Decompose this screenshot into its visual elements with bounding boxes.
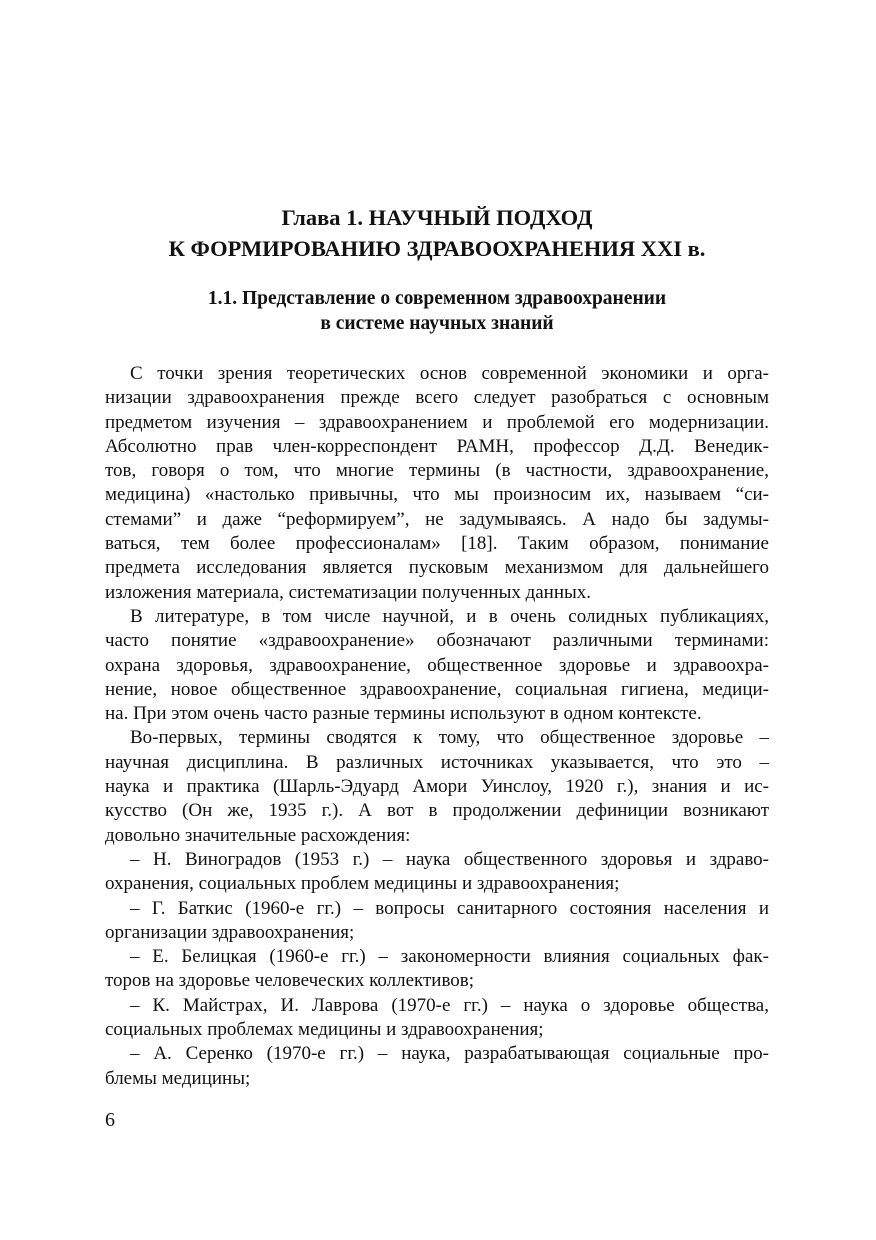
text-line: низации здравоохранения прежде всего следует разобраться с основным [105, 387, 769, 409]
section-title-line-1: 1.1. Представление о современном здравоохранении [207, 288, 667, 309]
book-page [105, 0, 769, 1240]
section-title-line-2: в системе научных знаний [320, 313, 554, 334]
chapter-title [105, 202, 769, 264]
list-item-line: – Н. Виноградов (1953 г.) – наука общественного здоровья и здраво- [130, 848, 769, 870]
text-line: научная дисциплина. В различных источниках указывается, что это – [105, 751, 769, 773]
list-item-line: – Г. Баткис (1960-е гг.) – вопросы санитарного состояния населения и [130, 897, 769, 919]
section-title [105, 286, 769, 336]
body-text [105, 362, 769, 1091]
list-item-line: охранения, социальных проблем медицины и здравоохранения; [105, 873, 620, 895]
list-item-line: – А. Серенко (1970-е гг.) – наука, разрабатывающая социальные про- [130, 1043, 769, 1065]
list-item-line: блемы медицины; [105, 1067, 251, 1089]
chapter-title-line-1: Глава 1. НАУЧНЫЙ ПОДХОД [281, 205, 593, 230]
chapter-title-line-2: К ФОРМИРОВАНИЮ ЗДРАВООХРАНЕНИЯ XXI в. [168, 236, 706, 261]
list-item-line: организации здравоохранения; [105, 921, 355, 943]
text-line: часто понятие «здравоохранение» обозначают различными терминами: [105, 630, 769, 652]
page-number: 6 [105, 1109, 115, 1131]
text-line: ваться, тем более профессионалам» [18]. Таким образом, понимание [105, 533, 769, 555]
text-line: наука и практика (Шарль-Эдуард Амори Уинслоу, 1920 г.), знания и ис- [105, 776, 769, 798]
list-item-line: социальных проблемах медицины и здравоохранения; [105, 1019, 544, 1041]
list-item-line: – К. Майстрах, И. Лаврова (1970-е гг.) – наука о здоровье общества, [130, 994, 769, 1016]
text-line: охрана здоровья, здравоохранение, общественное здоровье и здравоохра- [105, 654, 769, 676]
list-item-line: – Е. Белицкая (1960-е гг.) – закономерности влияния социальных фак- [130, 946, 769, 968]
text-line: изложения материала, систематизации полученных данных. [105, 581, 592, 603]
text-line: стемами” и даже “реформируем”, не задумываясь. А надо бы задумы- [105, 508, 769, 530]
text-line: Абсолютно прав член-корреспондент РАМН, профессор Д.Д. Венедик- [105, 435, 769, 457]
text-line: медицина) «настолько привычны, что мы произносим их, называем “си- [105, 484, 769, 506]
text-line: кусство (Он же, 1935 г.). А вот в продолжении дефиниции возникают [105, 800, 769, 822]
text-line: тов, говоря о том, что многие термины (в частности, здравоохранение, [105, 460, 769, 482]
text-line: довольно значительные расхождения: [105, 824, 411, 846]
text-line: нение, новое общественное здравоохранение, социальная гигиена, медици- [105, 678, 769, 700]
text-line: предмета исследования является пусковым механизмом для дальнейшего [105, 557, 769, 579]
text-line: предметом изучения – здравоохранением и проблемой его модернизации. [105, 411, 769, 433]
text-line: на. При этом очень часто разные термины используют в одном контексте. [105, 703, 702, 725]
list-item-line: торов на здоровье человеческих коллективов; [105, 970, 475, 992]
text-line: Во-первых, термины сводятся к тому, что общественное здоровье – [130, 727, 769, 749]
text-line: С точки зрения теоретических основ современной экономики и орга- [130, 363, 769, 384]
text-line: В литературе, в том числе научной, и в очень солидных публикациях, [130, 605, 769, 627]
